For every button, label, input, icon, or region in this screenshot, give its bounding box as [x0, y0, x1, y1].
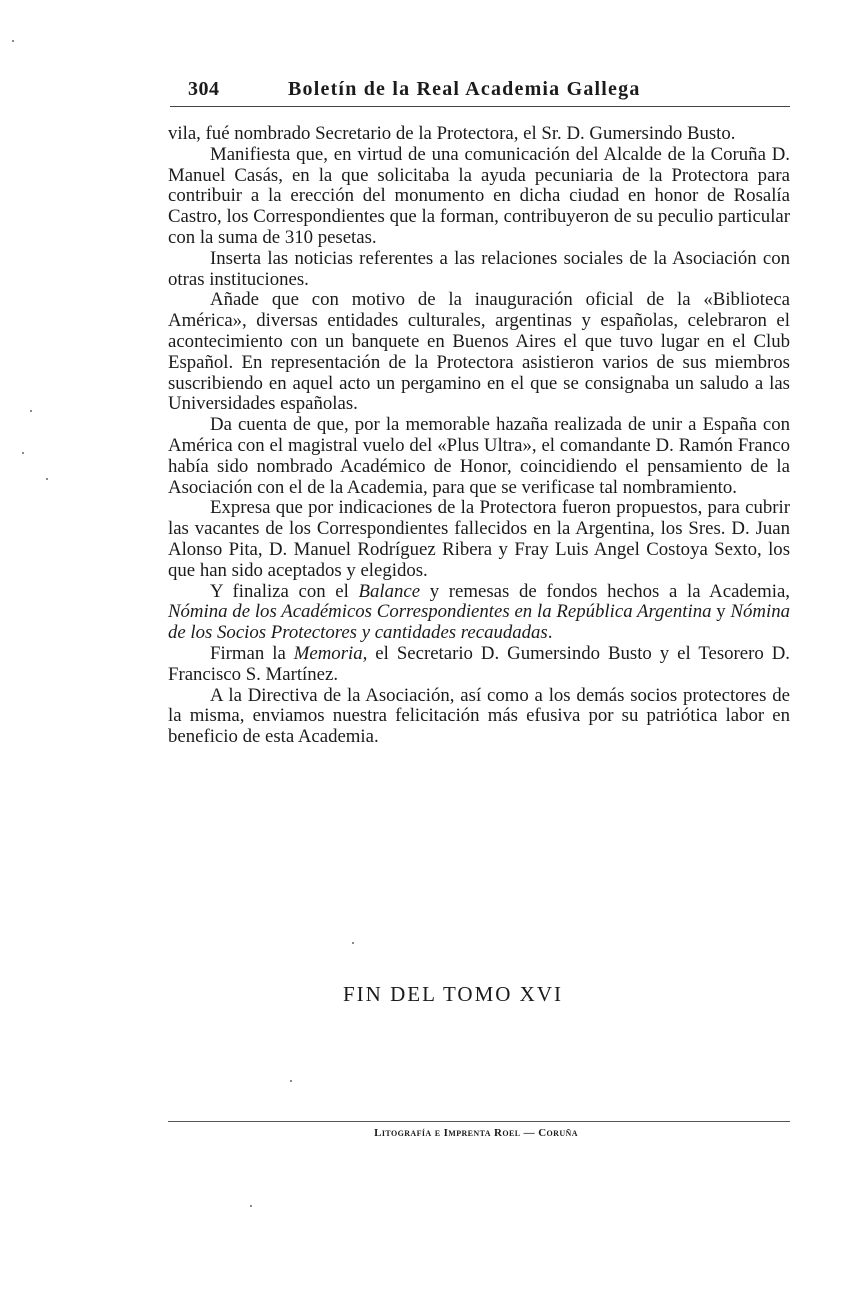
paragraph — [168, 644, 790, 686]
paragraph — [168, 415, 790, 498]
paragraph — [168, 124, 790, 145]
paragraph-text: y — [711, 601, 731, 623]
paragraph-text: Añade que con motivo de la inauguración oficial de la «Biblioteca América», diversas entidades culturales, argentinas y españolas, celebraron el acontecimiento con un banquete en Buenos Aires el que tuvo lugar en el Club Español. En representación de la Protectora asistieron varios de sus miembros suscribiendo en aquel acto un pergamino en el que se consignaba un saludo a las Universidades españolas. — [168, 289, 790, 415]
italic-title: Balance — [358, 580, 421, 602]
paragraph-text: Firman la — [210, 642, 294, 664]
scan-speck — [12, 40, 14, 42]
paragraph — [168, 145, 790, 249]
paragraph-text: A la Directiva de la Asociación, así como a los demás socios protectores de la misma, enviamos nuestra felicitación más efusiva por su patriótica labor en beneficio de esta Academia. — [168, 684, 790, 748]
header-rule — [170, 106, 790, 107]
scan-speck — [352, 942, 354, 944]
paragraph-text: y remesas de fondos hechos a la Academia, — [420, 580, 790, 602]
scan-speck — [290, 1080, 292, 1082]
paragraph — [168, 582, 790, 644]
paragraph — [168, 498, 790, 581]
paragraph-text: el Secretario D. Gumersindo Busto y el Tesorero D. Francisco S. Martínez. — [168, 642, 790, 685]
scan-speck — [46, 478, 48, 480]
italic-title: Memoria, — [293, 642, 368, 664]
paragraph-text: . — [547, 622, 553, 644]
running-header — [170, 72, 790, 106]
volume-end-title: FIN DEL TOMO XVI — [342, 982, 564, 1006]
scan-speck — [30, 410, 32, 412]
paragraph-text: Y finaliza con el — [210, 580, 359, 602]
printer-imprint: Litografía e Imprenta Roel — Coruña — [374, 1127, 578, 1139]
italic-title: Nómina de los Socios Protectores y cantidades recaudadas — [168, 601, 790, 644]
page-number: 304 — [188, 78, 220, 100]
scan-speck — [22, 452, 24, 454]
paragraph — [168, 249, 790, 291]
paragraph-text: Inserta las noticias referentes a las relaciones sociales de la Asociación con otras instituciones. — [168, 247, 790, 290]
footer-rule — [168, 1121, 790, 1122]
paragraph-text: Manifiesta que, en virtud de una comunicación del Alcalde de la Coruña D. Manuel Casás, en la que solicitaba la ayuda pecuniaria de la Protectora para contribuir a la erección del monumento en dicha ciudad en honor de Rosalía Castro, los Correspondientes que la forman, contribuyeron de su peculio particular con la suma de 310 pesetas. — [168, 143, 790, 248]
paragraph-text: Expresa que por indicaciones de la Protectora fueron propuestos, para cubrir las vacantes de los Correspondientes fallecidos en la Argentina, los Sres. D. Juan Alonso Pita, D. Manuel Rodríguez Ribera y Fray Luis Angel Costoya Sexto, los que han sido aceptados y elegidos. — [168, 497, 790, 581]
italic-title: Nómina de los Académicos Correspondientes en la República Argentina — [168, 601, 712, 623]
paragraph — [168, 686, 790, 748]
paragraph-text: vila, fué nombrado Secretario de la Protectora, el Sr. D. Gumersindo Busto. — [168, 123, 736, 144]
paragraph-text: Da cuenta de que, por la memorable hazaña realizada de unir a España con América con el magistral vuelo del «Plus Ultra», el comandante D. Ramón Franco había sido nombrado Académico de Honor, coincidiendo el pensamiento de la Asociación con el de la Academia, para que se verificase tal nombramiento. — [168, 414, 790, 498]
paragraph — [168, 290, 790, 415]
scan-speck — [250, 1205, 252, 1207]
running-title: Boletín de la Real Academia Gallega — [288, 78, 641, 100]
body-text — [168, 124, 790, 748]
